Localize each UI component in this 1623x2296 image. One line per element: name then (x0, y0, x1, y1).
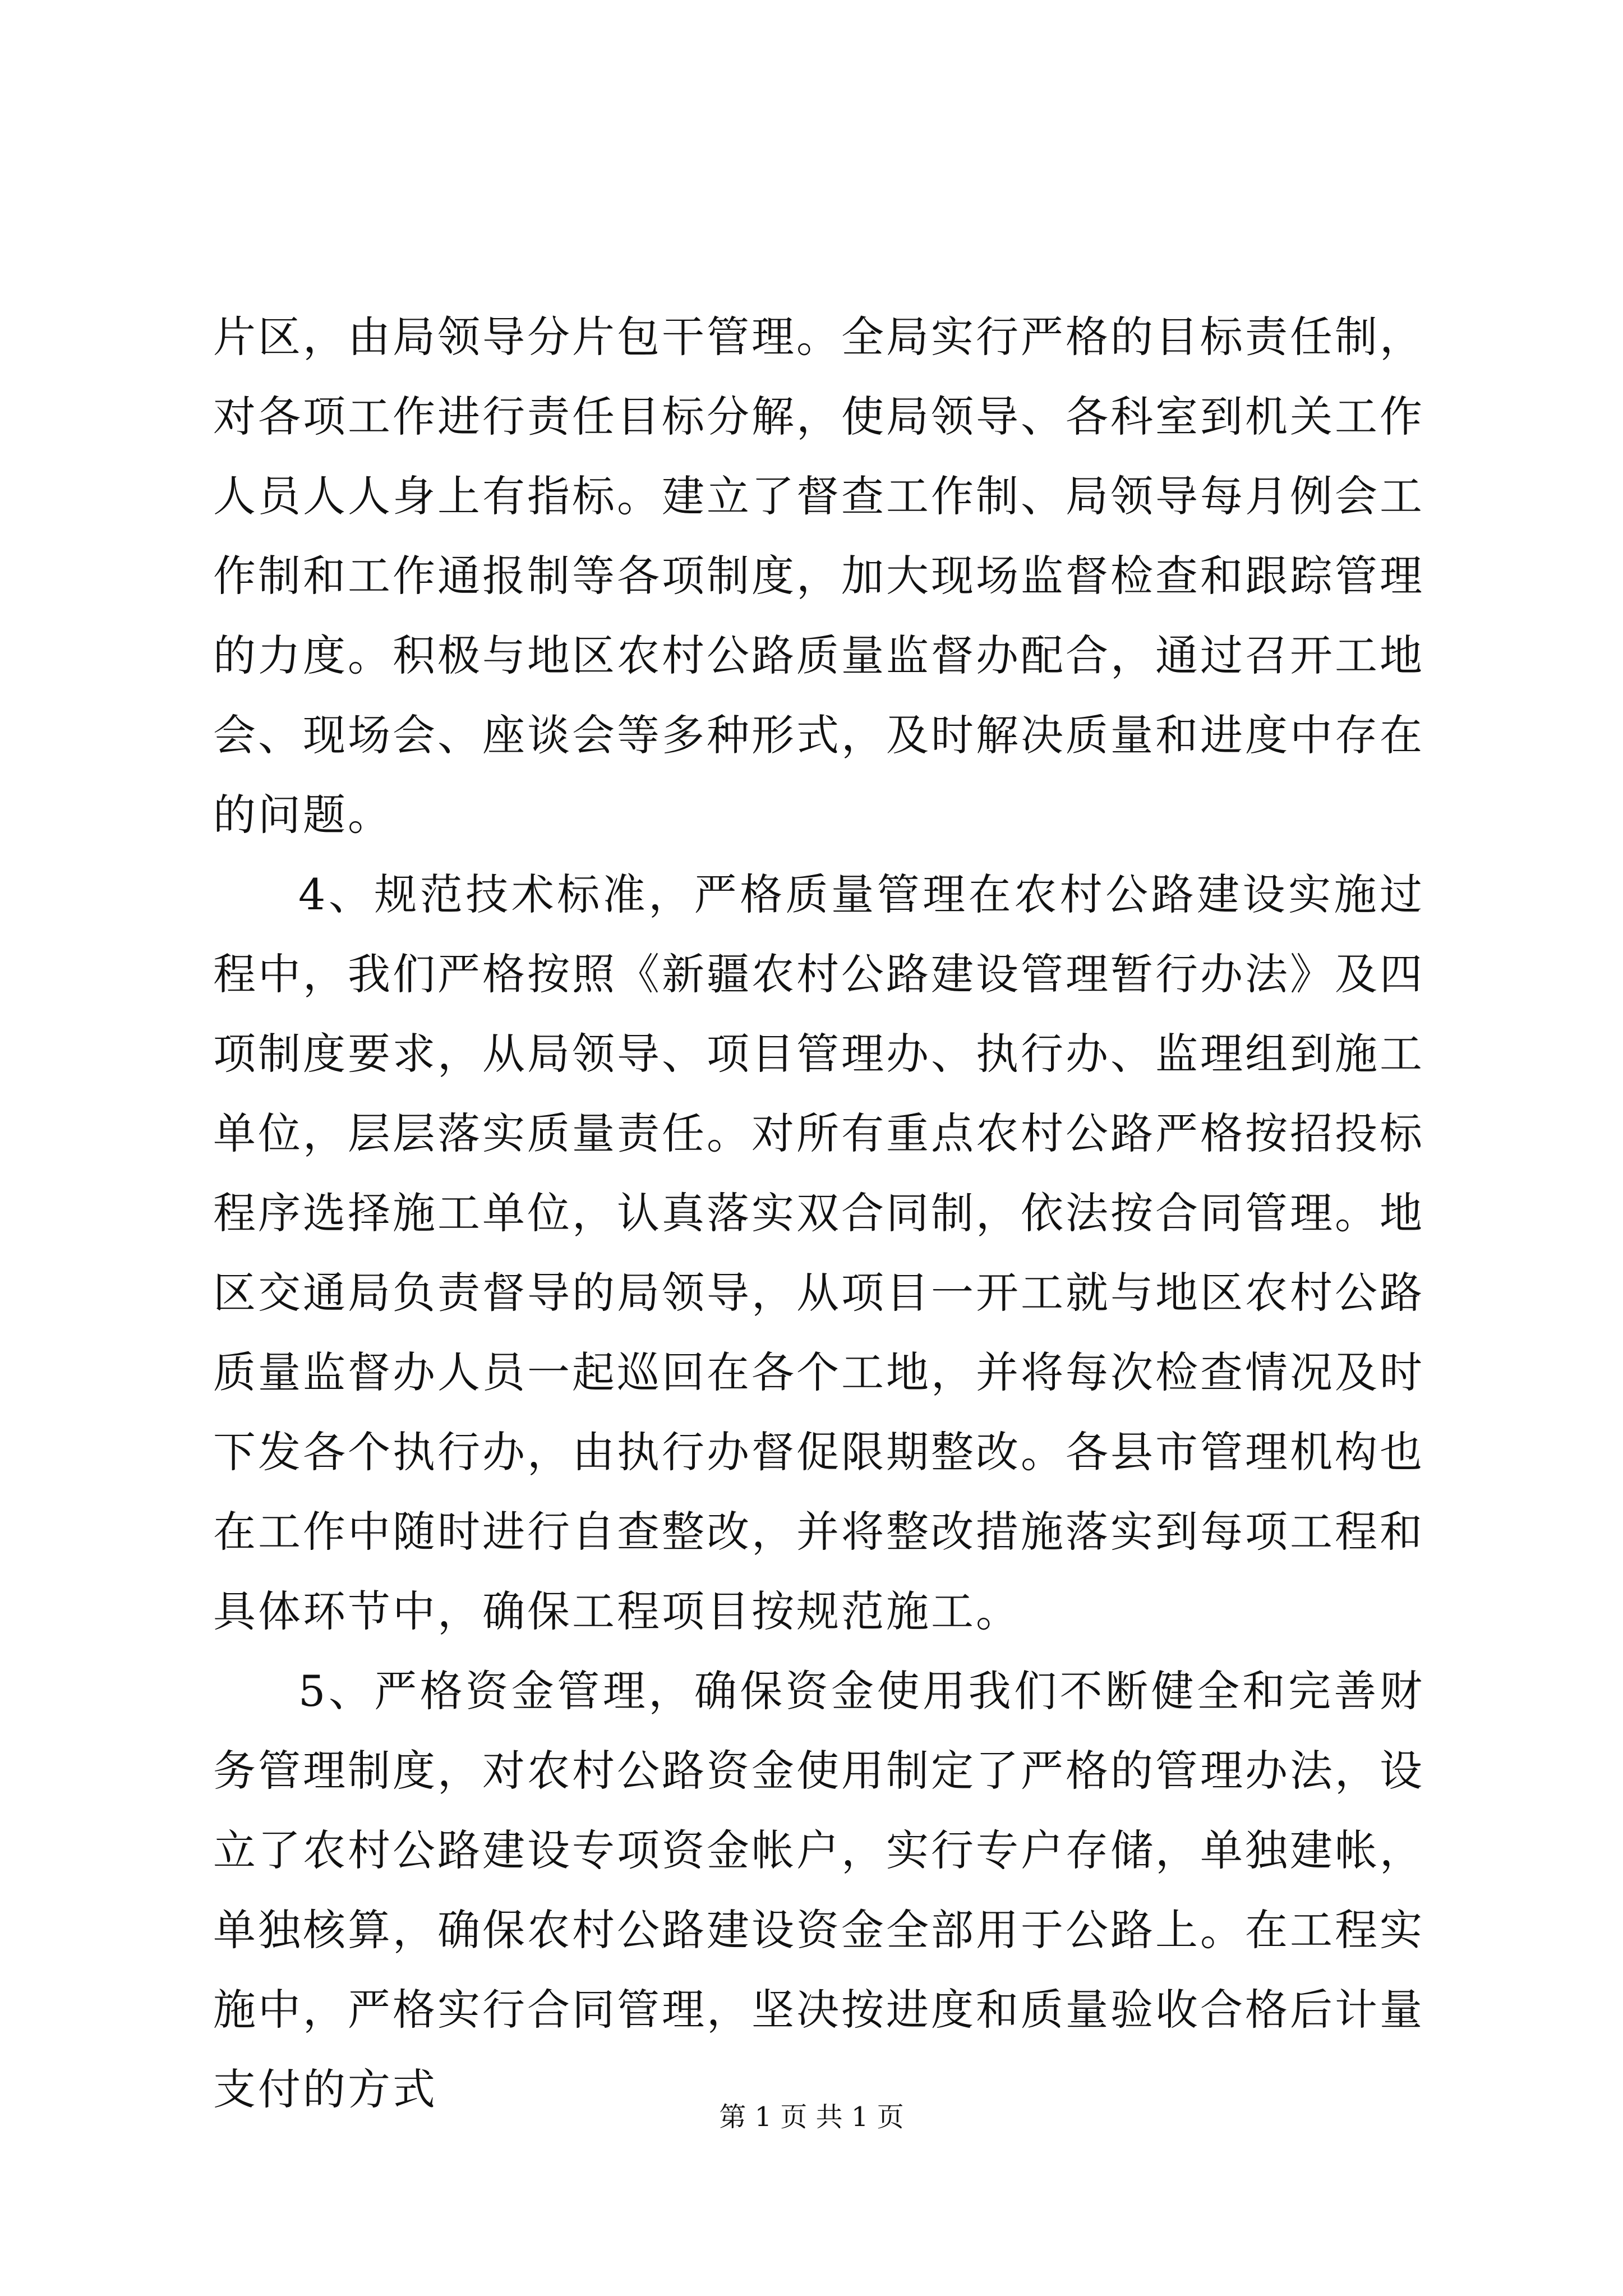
paragraph-3: 5、严格资金管理，确保资金使用我们不断健全和完善财务管理制度，对农村公路资金使用制定了严格的管理办法，设立了农村公路建设专项资金帐户，实行专户存储，单独建帐，单独核算，确保农村公路建设资金全部用于公路上。在工程实施中，严格实行合同管理，坚决按进度和质量验收合格后计量支付的方式 (213, 1666, 1424, 2114)
paragraph-2: 4、规范技术标准，严格质量管理在农村公路建设实施过程中，我们严格按照《新疆农村公路建设管理暂行办法》及四项制度要求，从局领导、项目管理办、执行办、监理组到施工单位，层层落实质量责任。对所有重点农村公路严格按招投标程序选择施工单位，认真落实双合同制，依法按合同管理。地区交通局负责督导的局领导，从项目一开工就与地区农村公路质量监督办人员一起巡回在各个工地，并将每次检查情况及时下发各个执行办，由执行办督促限期整改。各县市管理机构也在工作中随时进行自查整改，并将整改措施落实到每项工程和具体环节中，确保工程项目按规范施工。 (213, 869, 1424, 1636)
document-body (213, 297, 1424, 2129)
paragraph-1: 片区，由局领导分片包干管理。全局实行严格的目标责任制，对各项工作进行责任目标分解，使局领导、各科室到机关工作人员人人身上有指标。建立了督查工作制、局领导每月例会工作制和工作通报制等各项制度，加大现场监督检查和跟踪管理的力度。积极与地区农村公路质量监督办配合，通过召开工地会、现场会、座谈会等多种形式，及时解决质量和进度中存在的问题。 (213, 312, 1424, 840)
page-footer: 第 1 页 共 1 页 (719, 2101, 904, 2133)
